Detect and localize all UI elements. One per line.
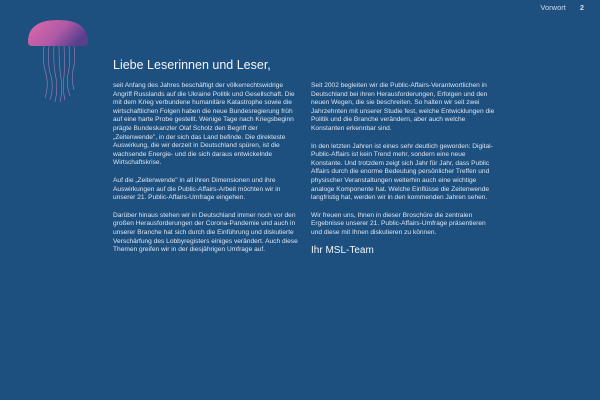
greeting-heading: Liebe Leserinnen und Leser,: [113, 58, 271, 72]
section-label: Vorwort: [540, 2, 566, 12]
paragraph: seit Anfang des Jahres beschäftigt der völkerrechtswidrige Angriff Russlands auf die Ukraine Politik und Gesellschaft. Die mit dem Krieg verbundene humanitäre Katastrophe sowie die wirtschaftlichen Folgen haben die neue Bundesregierung früh auf eine harte Probe gestellt. Wenige Tage nach Kriegsbeginn prägte Bundeskanzler Olaf Scholz den Begriff der „Zeitenwende", in der sich das Land befinde. Die direkteste Auswirkung, die wir derzeit in Deutschland spüren, ist die wachsende Energie- und die sich daraus entwickelnde Wirtschaftskrise.: [113, 82, 295, 167]
left-column: [113, 82, 299, 264]
jellyfish-icon: [20, 12, 100, 102]
signature: Ihr MSL-Team: [311, 244, 374, 256]
paragraph: Auf die „Zeitenwende" in all ihren Dimensionen und ihre Auswirkungen auf die Public-Affairs-Arbeit möchten wir in unserer 21. Public-Affairs-Umfrage eingehen.: [113, 176, 281, 202]
page-header: [540, 0, 584, 14]
paragraph: Darüber hinaus stehen wir in Deutschland immer noch vor den großen Herausforderungen der Corona-Pandemie und auch in unserer Branche hat sich durch die Einführung und diskutierte Verschärfung des Lobbyregisters einiges verändert. Auch diese Themen greifen wir in der diesjährigen Umfrage auf.: [113, 211, 298, 254]
page-number: 2: [579, 2, 584, 12]
paragraph: Wir freuen uns, Ihnen in dieser Broschüre die zentralen Ergebnisse unserer 21. Public-Affairs-Umfrage präsentieren und diese mit Ihnen diskutieren zu können.: [311, 211, 486, 236]
paragraph: In den letzten Jahren ist eines sehr deutlich geworden: Digital-Public-Affairs ist kein Trend mehr, sondern eine neue Konstante. Und trotzdem zeigt sich Jahr für Jahr, dass Public Affairs durch die enorme Bedeutung persönlicher Treffen und physischer Veranstaltungen weiterhin auch eine wichtige analoge Komponente hat. Welche Einflüsse die Zeitenwende langfristig hat, werden wir in den kommenden Jahren sehen.: [311, 142, 493, 202]
right-column: [311, 82, 497, 255]
paragraph: Seit 2002 begleiten wir die Public-Affairs-Verantwortlichen in Deutschland bei ihren Herausforderungen, Erfolgen und den neuen Wegen, die sie beschreiten. So halten wir seit zwei Jahrzehnten mit unserer Studie fest, welche Entwicklungen die Politik und die Branche verändern, aber auch welche Konstanten erkennbar sind.: [311, 82, 495, 132]
